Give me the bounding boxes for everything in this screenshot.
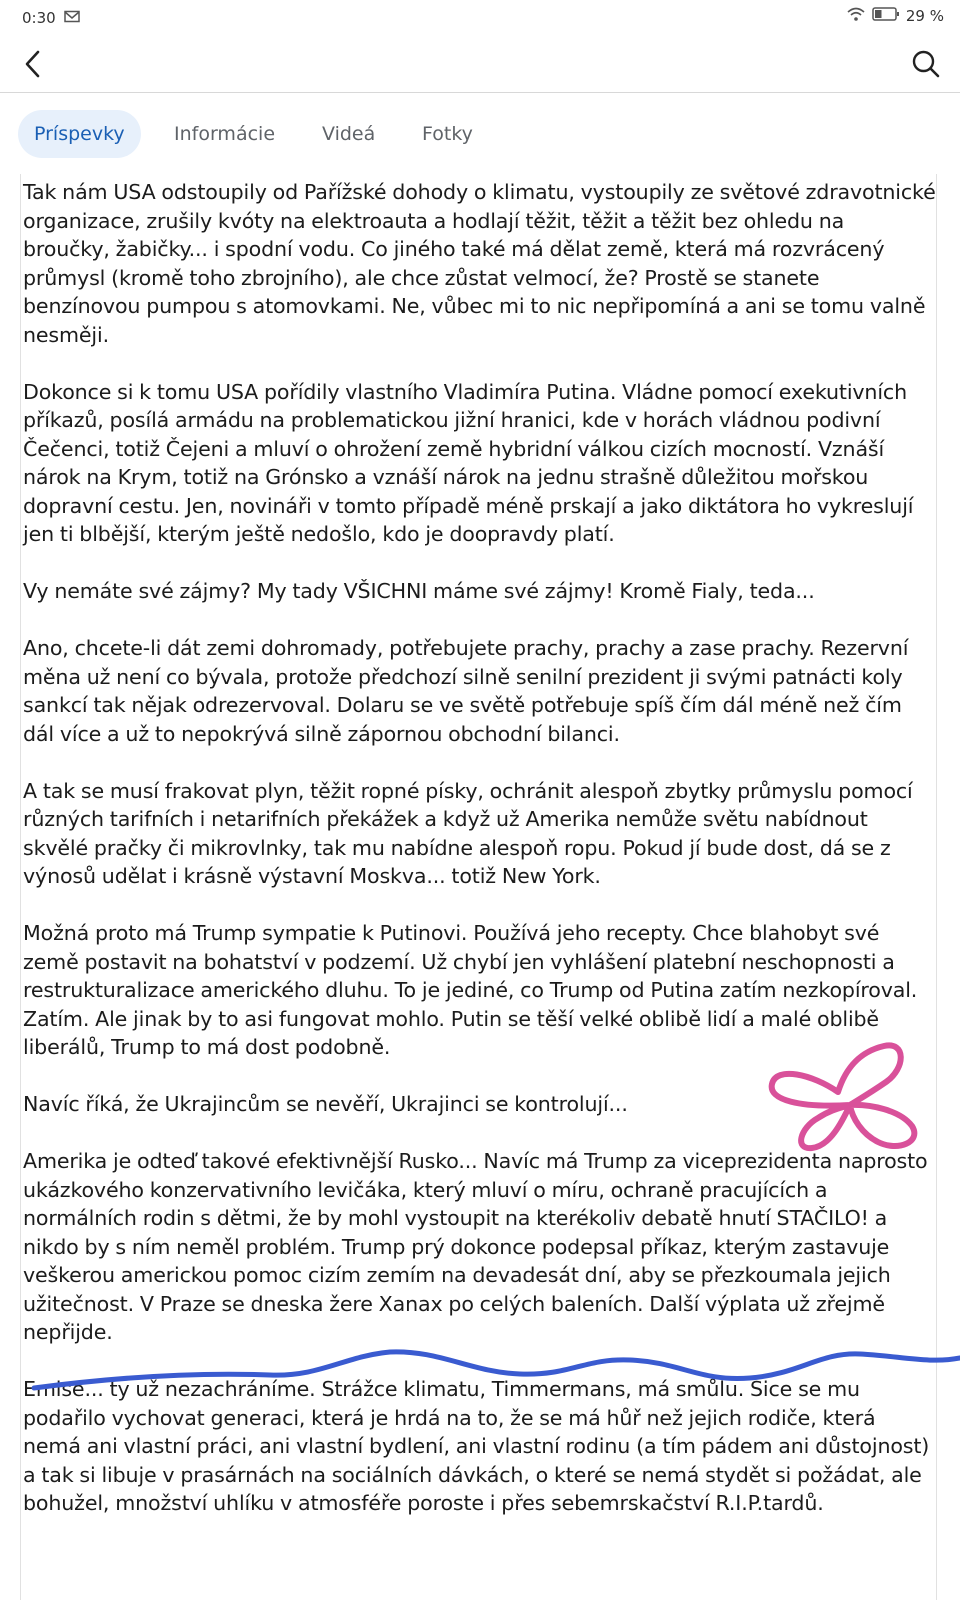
post-paragraph: Navíc říká, že Ukrajincům se nevěří, Ukrajinci se kontrolují... [23,1092,628,1116]
mail-icon [64,9,80,27]
wifi-icon [846,6,866,26]
back-button[interactable] [18,48,50,80]
search-icon [910,48,942,80]
post-paragraph: Vy nemáte své zájmy? My tady VŠICHNI máme své zájmy! Kromě Fialy, teda... [23,579,815,603]
status-bar [0,0,960,36]
battery-level: 29 % [905,7,944,25]
post-paragraph: Amerika je odteď takové efektivnější Rusko... Navíc má Trump za viceprezidenta naprosto ukázkového konzervativního levičáka, který mluví o míru, ochraně pracujících a normálních rodin s dětmi, že by mohl vystoupit na kterékoliv debatě hnutí STAČILO! a nikdo by s ním neměl problém. Trump prý dokonce podepsal příkaz, kterým zastavuje veškerou americkou pomoc cizím zemím na devadesát dní, aby se přezkoumala jejich užitečnost. V Praze se dneska žere Xanax po celých baleních. Další výplata už zřejmě nepřijde. [23,1149,928,1344]
search-button[interactable] [910,48,942,80]
tab-fotky[interactable]: Fotky [422,123,473,145]
post-paragraph: Ano, chcete-li dát zemi dohromady, potřebujete prachy, prachy a zase prachy. Rezervní měna už není co bývala, protože předchozí silně senilní prezident ji svými patnácti koly sankcí tak nějak odrezervoval. Dolaru se ve světě potřebuje spíš čím dál méně než čím dál více a už to nepokrývá silně zápornou obchodní bilanci. [23,636,909,746]
post-paragraph: Tak nám USA odstoupily od Pařížské dohody o klimatu, vystoupily ze světové zdravotnické organizace, zrušily kvóty na elektroauta a hodlají těžit, těžit a těžit bez ohledu na broučky, žabičky... i spodní vodu. Co jiného také má dělat země, která má rozvrácený průmysl (kromě toho zbrojního), ale chce zůstat velmocí, že? Prostě se stanete benzínovou pumpou s atomovkami. Ne, vůbec mi to nic nepřipomíná a ani se tomu valně nesměji. [23,180,936,347]
status-time: 0:30 [22,9,56,27]
tab-videa[interactable]: Videá [322,123,376,145]
post-paragraph: Dokonce si k tomu USA pořídily vlastního Vladimíra Putina. Vládne pomocí exekutivních příkazů, posílá armádu na problematickou jižní hranici, kde v horách vládnou podivní Čečenci, totiž Čejeni a mluví o ohrožení země hybridní válkou cizích mocností. Vznáší nárok na Krym, totiž na Grónsko a vznáší nárok na jednu strašně důležitou mořskou dopravní cestu. Jen, novináři v tomto případě méně prskají a jako diktátora ho vykreslují jen ti blbější, kterým ještě nedošlo, kdo je doopravdy platí. [23,379,914,546]
tab-informacie[interactable]: Informácie [174,123,276,145]
post-content [20,174,937,1600]
post-text [21,174,936,1518]
post-paragraph: Možná proto má Trump sympatie k Putinovi. Používá jeho recepty. Chce blahobyt své země postavit na bohatství v podzemí. Už chybí jen vyhlášení platební neschopnosti a restrukturalizace amerického dluhu. To je jediné, co Trump od Putina zatím nezkopíroval. Zatím. Ale jinak by to asi fungovat mohlo. Putin se těší velké oblibě lidí a malé oblibě liberálů, Trump to má dost podobně. [23,921,918,1059]
chevron-left-icon [18,48,50,80]
post-paragraph: Emise... ty už nezachráníme. Strážce klimatu, Timmermans, má smůlu. Sice se mu podařilo vychovat generaci, která je hrdá na to, že se má hůř než jejich rodiče, která nemá ani vlastní práci, ani vlastní bydlení, ani vlastní rodinu (a tím pádem ani důstojnost) a tak si libuje v prasárnách na sociálních dávkách, o které se nemá stydět si požádat, ale bohužel, množství uhlíku v atmosféře poroste i přes sebemrskačství R.I.P.tardů. [23,1377,930,1515]
post-paragraph: A tak se musí frakovat plyn, těžit ropné písky, ochránit alespoň zbytky průmyslu pomocí různých tarifních i netarifních překážek a když už Amerika nemůže světu nabídnout skvělé pračky či mikrovlnky, tak mu nabídne alespoň ropu. Pokud jí bude dost, dá se z výnosů udělat i krásně výstavní Moskva... totiž New York. [23,778,913,888]
top-app-bar [0,36,960,93]
battery-icon [872,6,900,26]
profile-tabs [0,94,960,174]
tab-prispevky[interactable]: Príspevky [18,110,141,158]
